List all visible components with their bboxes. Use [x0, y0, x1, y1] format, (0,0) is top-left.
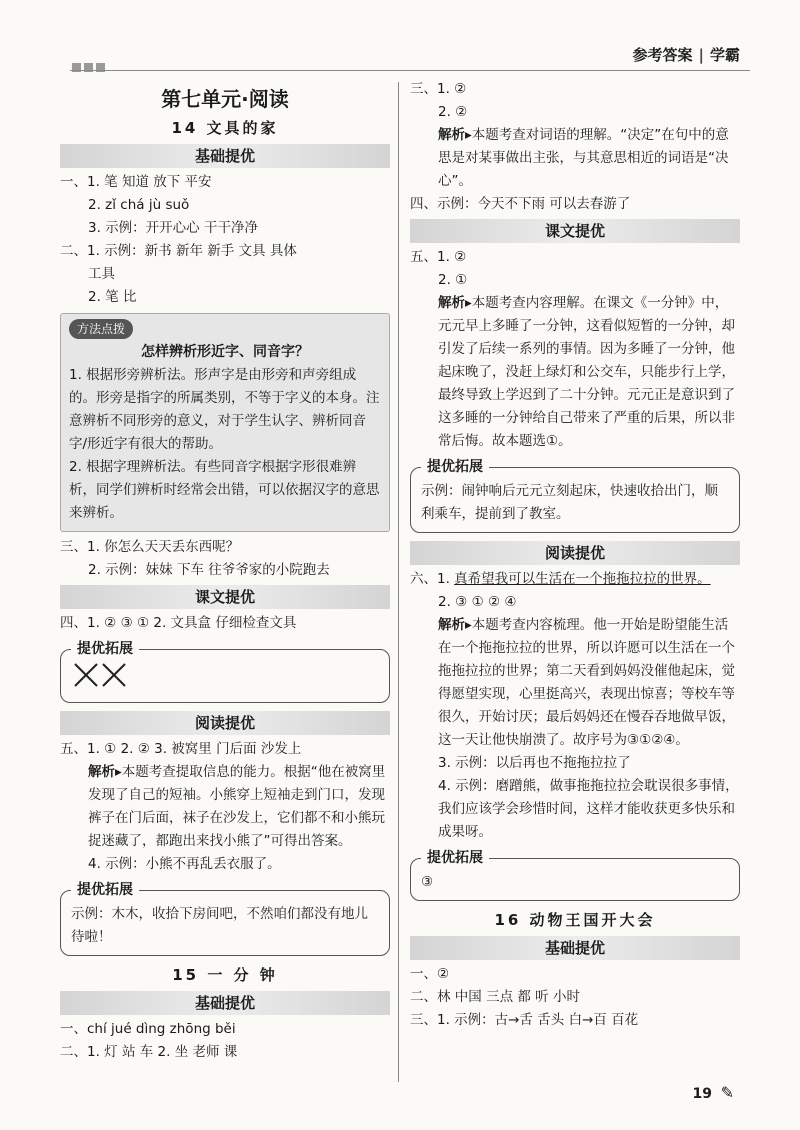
answer-line: 2. zǐ chá jù suǒ	[88, 197, 190, 213]
analysis-label: 解析▸	[438, 617, 472, 633]
answer-line: 一、chí jué dìng zhōng běi	[60, 1021, 236, 1037]
header-label: 参考答案	[632, 46, 693, 64]
lesson-15-title: 15 一 分 钟	[172, 966, 278, 984]
method-tag: 方法点拨	[69, 319, 133, 339]
method-title: 怎样辨析形近字、同音字？	[141, 344, 309, 360]
analysis-text: 解析▸本题考查对词语的理解。“决定”在句中的意思是对某事做出主张，与其意思相近的词语是“决心”。	[438, 127, 729, 189]
analysis-label: 解析▸	[438, 127, 472, 143]
extension-tag: 提优拓展	[421, 456, 489, 479]
section-band: 阅读提优	[410, 541, 740, 565]
extension-box	[410, 459, 740, 533]
answer-line: 工具	[88, 266, 115, 282]
page-header	[0, 0, 800, 70]
cross-lines-figure	[71, 662, 131, 688]
analysis-text: 解析▸本题考查提取信息的能力。根据“他在被窝里发现了自己的短袖。小熊穿上短袖走到门口，发现裤子在门后面，袜子在沙发上，它们都不和小熊玩捉迷藏了，都跑出来找小熊了”可得出答案。	[88, 764, 386, 849]
answer-line: 六、1. 真希望我可以生活在一个拖拖拉拉的世界。	[410, 571, 711, 587]
extension-box	[60, 882, 390, 956]
answer-line: 2. ②	[438, 104, 468, 120]
method-paragraph: 2. 根据字理辨析法。有些同音字根据字形很难辨析，同学们辨析时经常会出错，可以依据汉字的意思来辨析。	[69, 459, 380, 521]
answer-line: 3. 示例：以后再也不拖拖拉拉了	[438, 755, 631, 771]
answer-line: 三、1. ②	[410, 81, 467, 97]
answer-line: 2. ①	[438, 272, 468, 288]
section-band: 课文提优	[410, 219, 740, 243]
section-band: 基础提优	[410, 936, 740, 960]
pen-icon: ✎	[720, 1083, 734, 1102]
answer-line: 4. 示例：小熊不再乱丢衣服了。	[88, 856, 281, 872]
answer-line: 四、1. ② ③ ① 2. 文具盒 仔细检查文具	[60, 615, 297, 631]
extension-box	[60, 641, 390, 703]
method-box	[60, 313, 390, 532]
answer-line: 五、1. ① 2. ② 3. 被窝里 门后面 沙发上	[60, 741, 302, 757]
header-decoration	[72, 57, 108, 76]
answer-line: 一、1. 笔 知道 放下 平安	[60, 174, 212, 190]
header-brand: 学霸	[709, 46, 740, 64]
section-band: 阅读提优	[60, 711, 390, 735]
analysis-text: 解析▸本题考查内容梳理。他一开始是盼望能生活在一个拖拖拉拉的世界，所以许愿可以生活在一个拖拖拉拉的世界；第二天看到妈妈没催他起床，觉得愿望实现，心里挺高兴，表现出惊喜；等校车等很久，开始讨厌；最后妈妈还在慢吞吞地做早饭，这一天让他快崩溃了。故序号为③①②④。	[438, 617, 735, 748]
right-column	[410, 78, 740, 1032]
analysis-label: 解析▸	[438, 295, 472, 311]
answer-line: 四、示例：今天不下雨 可以去春游了	[410, 196, 631, 212]
extension-tag: 提优拓展	[421, 847, 489, 870]
answer-line: 五、1. ②	[410, 249, 467, 265]
extension-box	[410, 850, 740, 901]
analysis-label: 解析▸	[88, 764, 122, 780]
answer-line: 三、1. 示例：古→舌 舌头 白→百 百花	[410, 1012, 639, 1028]
lesson-14-title: 14 文具的家	[171, 119, 279, 137]
lesson-16-title: 16 动物王国开大会	[494, 911, 656, 929]
underlined-answer: 真希望我可以生活在一个拖拖拉拉的世界。	[454, 571, 711, 587]
extension-text: ③	[421, 874, 434, 890]
unit-title: 第七单元·阅读	[161, 87, 289, 111]
extension-text: 示例：闹钟响后元元立刻起床，快速收拾出门，顺利乘车，提前到了教室。	[421, 483, 718, 522]
extension-text: 示例：木木，收拾下房间吧，不然咱们都没有地儿待啦！	[71, 906, 368, 945]
method-paragraph: 1. 根据形旁辨析法。形声字是由形旁和声旁组成的。形旁是指字的所属类别，不等于字义的本身。注意辨析不同形旁的意义，对于学生认字、辨析同音字/形近字有很大的帮助。	[69, 367, 380, 452]
header-rule	[70, 70, 750, 71]
answer-text: 4. 示例：磨蹭熊，做事拖拖拉拉会耽误很多事情，我们应该学会珍惜时间，这样才能收获更多快乐和成果呀。	[438, 778, 739, 840]
column-divider	[398, 82, 399, 1082]
page-number: 19	[692, 1086, 712, 1102]
extension-tag: 提优拓展	[71, 638, 139, 661]
answer-line: 三、1. 你怎么天天丢东西呢？	[60, 539, 240, 555]
answer-line: 2. 笔 比	[88, 289, 137, 305]
section-band: 基础提优	[60, 144, 390, 168]
header-right: 参考答案 | 学霸	[632, 46, 740, 64]
section-band: 基础提优	[60, 991, 390, 1015]
answer-line: 2. ③ ① ② ④	[438, 594, 517, 610]
answer-line: 二、1. 示例：新书 新年 新手 文具 具体	[60, 243, 297, 259]
section-band: 课文提优	[60, 585, 390, 609]
left-column	[60, 78, 390, 1064]
answer-line: 二、林 中国 三点 都 听 小时	[410, 989, 580, 1005]
analysis-text: 解析▸本题考查内容理解。在课文《一分钟》中，元元早上多睡了一分钟，这看似短暂的一分钟，却引发了后续一系列的事情。因为多睡了一分钟，他起床晚了，没赶上绿灯和公交车，只能步行上学，最终导致上学迟到了二十分钟。元元正是意识到了这多睡的一分钟给自己带来了严重的后果，所以非常后悔。故本题选①。	[438, 295, 735, 449]
answer-line: 2. 示例：妹妹 下车 往爷爷家的小院跑去	[88, 562, 330, 578]
answer-line: 3. 示例：开开心心 干干净净	[88, 220, 258, 236]
answer-line: 一、②	[410, 966, 450, 982]
extension-tag: 提优拓展	[71, 879, 139, 902]
answer-line: 二、1. 灯 站 车 2. 坐 老师 课	[60, 1044, 238, 1060]
